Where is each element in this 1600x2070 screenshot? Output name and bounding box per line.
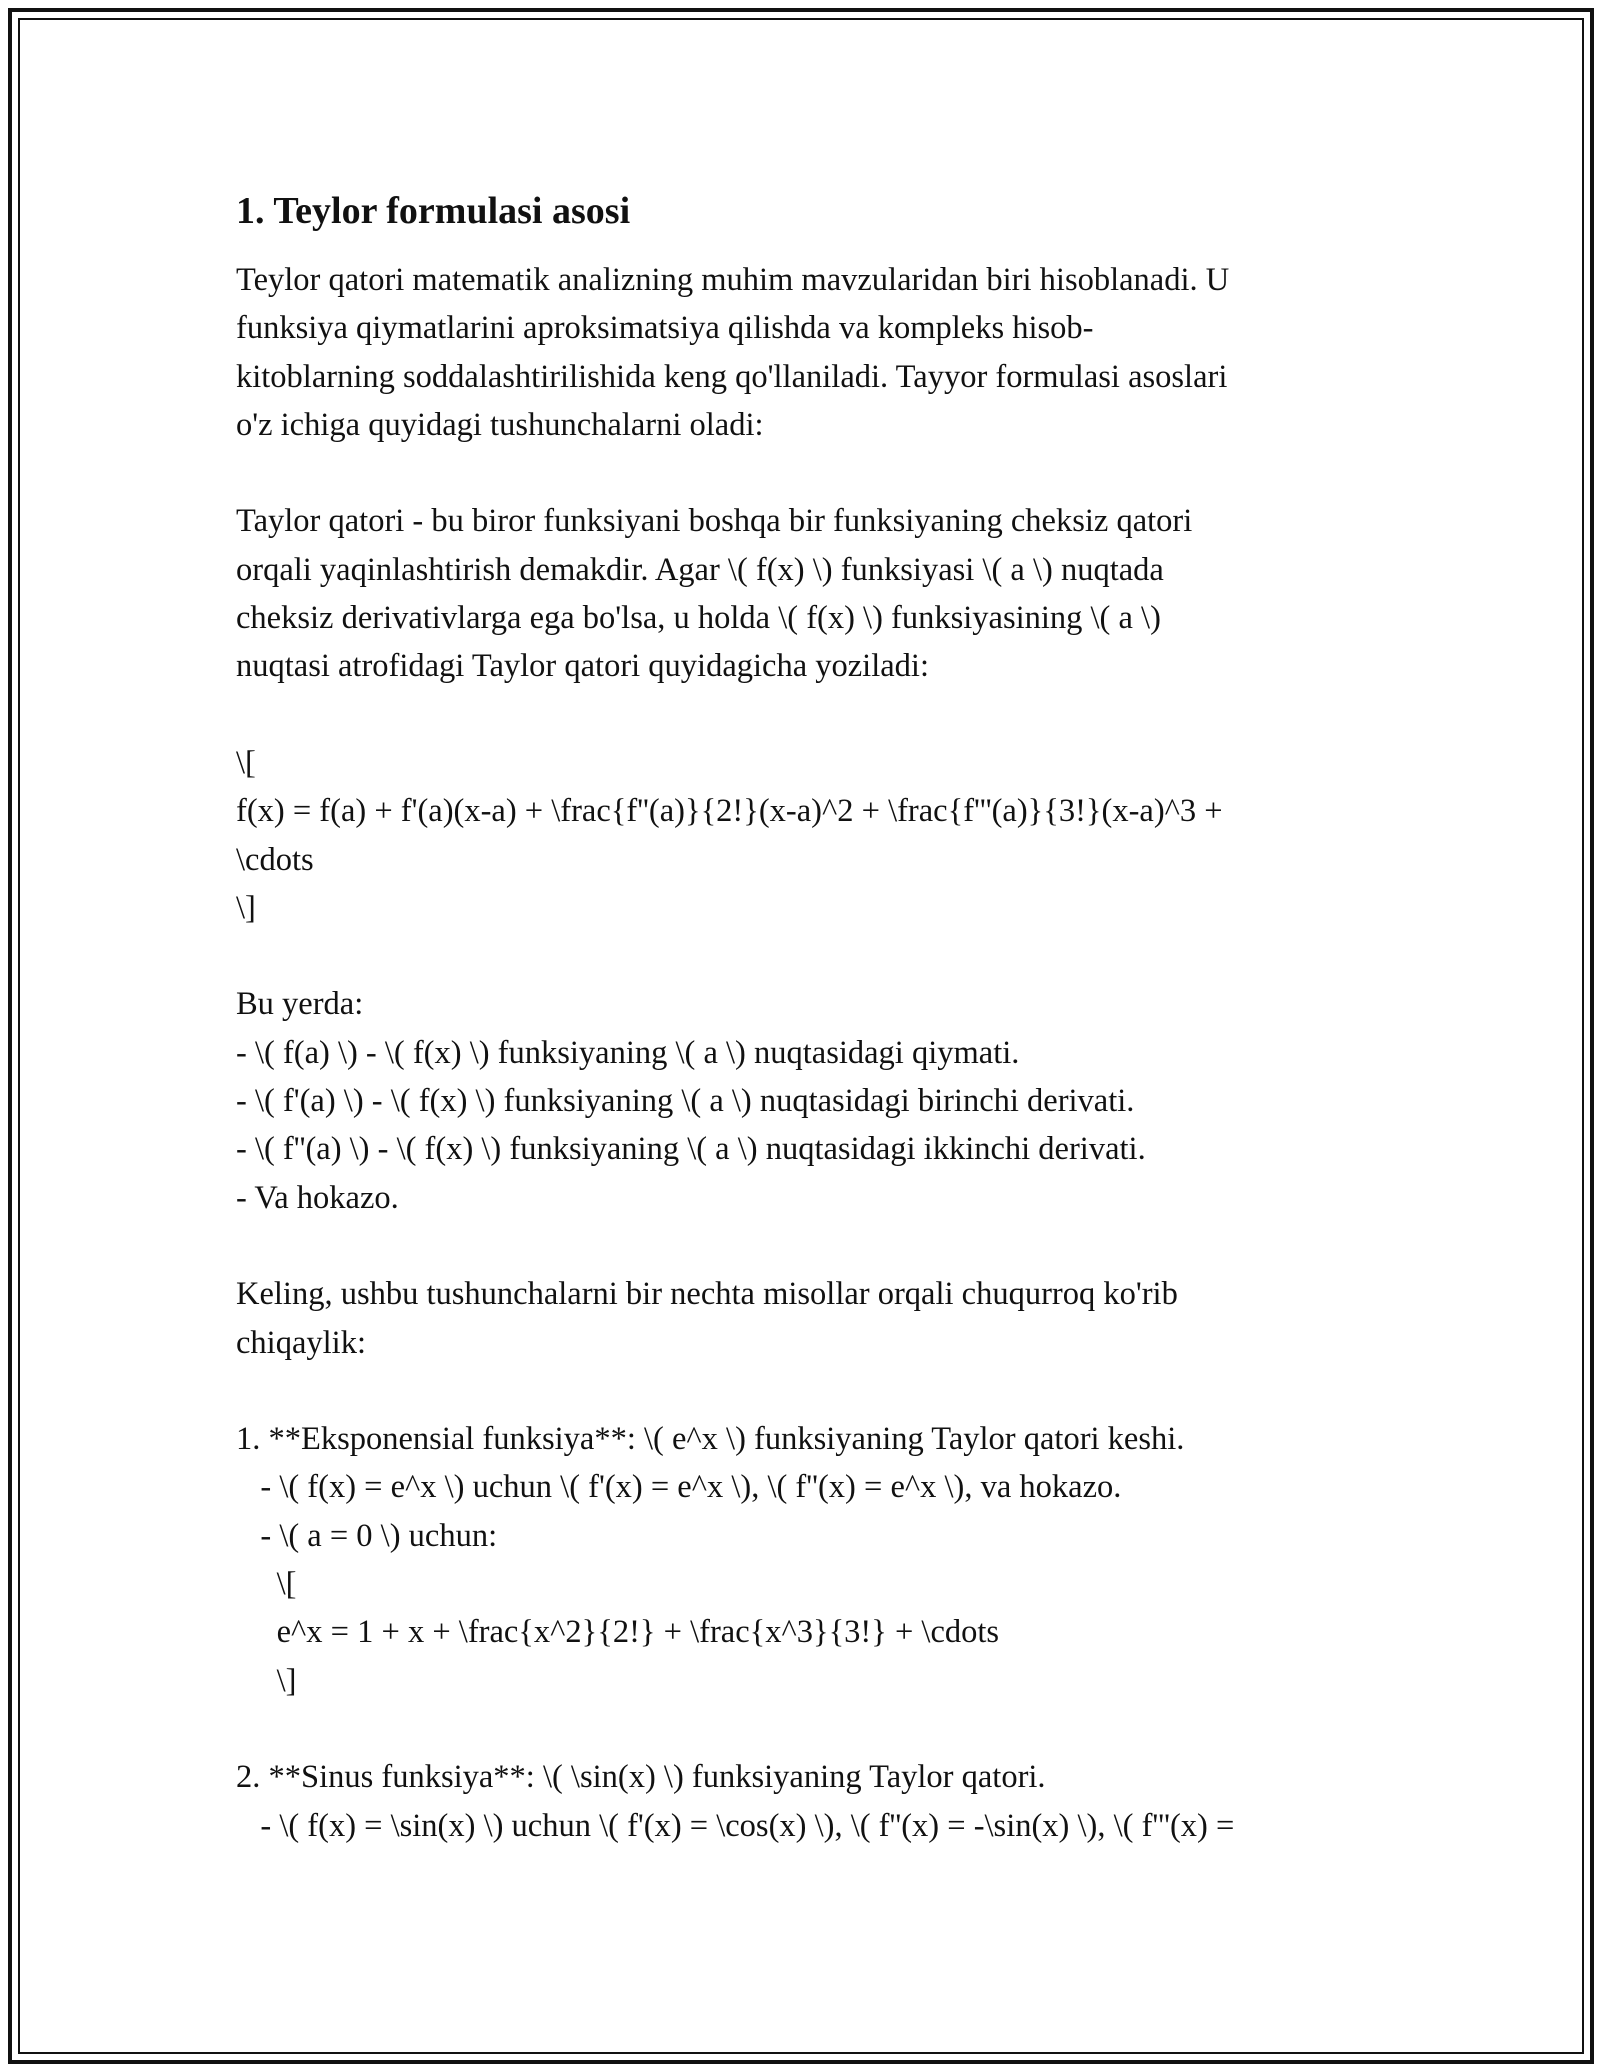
text-line: o'z ichiga quyidagi tushunchalarni oladi: [236,406,764,443]
text-line: orqali yaqinlashtirish demakdir. Agar \( f(x) \) funksiyasi \( a \) nuqtada [236,551,1164,588]
terms-list [236,980,1376,1221]
list-item: - \( f''(a) \) - \( f(x) \) funksiyaning \( a \) nuqtasidagi ikkinchi derivati. [236,1131,1146,1168]
example-title: 1. **Eksponensial funksiya**: \( e^x \) funksiyaning Taylor qatori keshi. [236,1421,1185,1458]
taylor-formula [236,739,1376,932]
example-sine [236,1753,1376,1850]
list-item: - Va hokazo. [236,1179,399,1216]
formula-line: \] [236,1662,297,1699]
formula-line: e^x = 1 + x + \frac{x^2}{2!} + \frac{x^3}{3!} + \cdots [236,1614,1000,1651]
text-line: Taylor qatori - bu biror funksiyani boshqa bir funksiyaning cheksiz qatori [236,503,1193,540]
text-line: kitoblarning soddalashtirilishida keng qo'llaniladi. Tayyor formulasi asoslari [236,358,1228,395]
text-line: Teylor qatori matematik analizning muhim mavzularidan biri hisoblanadi. U [236,262,1230,298]
example-line: - \( f(x) = \sin(x) \) uchun \( f'(x) = \cos(x) \), \( f''(x) = -\sin(x) \), \( f'''(x) = [236,1807,1235,1844]
list-item: - \( f'(a) \) - \( f(x) \) funksiyaning \( a \) nuqtasidagi birinchi derivati. [236,1083,1135,1120]
formula-line: \cdots [236,841,314,878]
text-line: funksiya qiymatlarini aproksimatsiya qilishda va kompleks hisob- [236,310,1094,347]
list-item: - \( f(a) \) - \( f(x) \) funksiyaning \( a \) nuqtasidagi qiymati. [236,1034,1020,1071]
example-exponential [236,1415,1376,1705]
example-title: 2. **Sinus funksiya**: \( \sin(x) \) funksiyaning Taylor qatori. [236,1759,1046,1796]
list-heading: Bu yerda: [236,986,364,1023]
text-line: Keling, ushbu tushunchalarni bir nechta misollar orqali chuqurroq ko'rib [236,1276,1178,1313]
section-heading: 1. Teylor formulasi asosi [236,190,631,232]
intro-paragraph [236,256,1376,449]
example-line: - \( f(x) = e^x \) uchun \( f'(x) = e^x \), \( f''(x) = e^x \), va hokazo. [236,1469,1122,1506]
example-line: - \( a = 0 \) uchun: [236,1517,498,1554]
document-body [236,186,1376,1850]
formula-line: \[ [236,1566,297,1603]
formula-line: \] [236,889,256,926]
definition-paragraph [236,497,1376,690]
examples-intro [236,1270,1376,1367]
text-line: nuqtasi atrofidagi Taylor qatori quyidagicha yoziladi: [236,648,929,685]
text-line: cheksiz derivativlarga ega bo'lsa, u holda \( f(x) \) funksiyasining \( a \) [236,600,1161,637]
formula-line: f(x) = f(a) + f'(a)(x-a) + \frac{f''(a)}{2!}(x-a)^2 + \frac{f'''(a)}{3!}(x-a)^3 + [236,793,1223,830]
formula-line: \[ [236,744,256,781]
text-line: chiqaylik: [236,1324,366,1361]
